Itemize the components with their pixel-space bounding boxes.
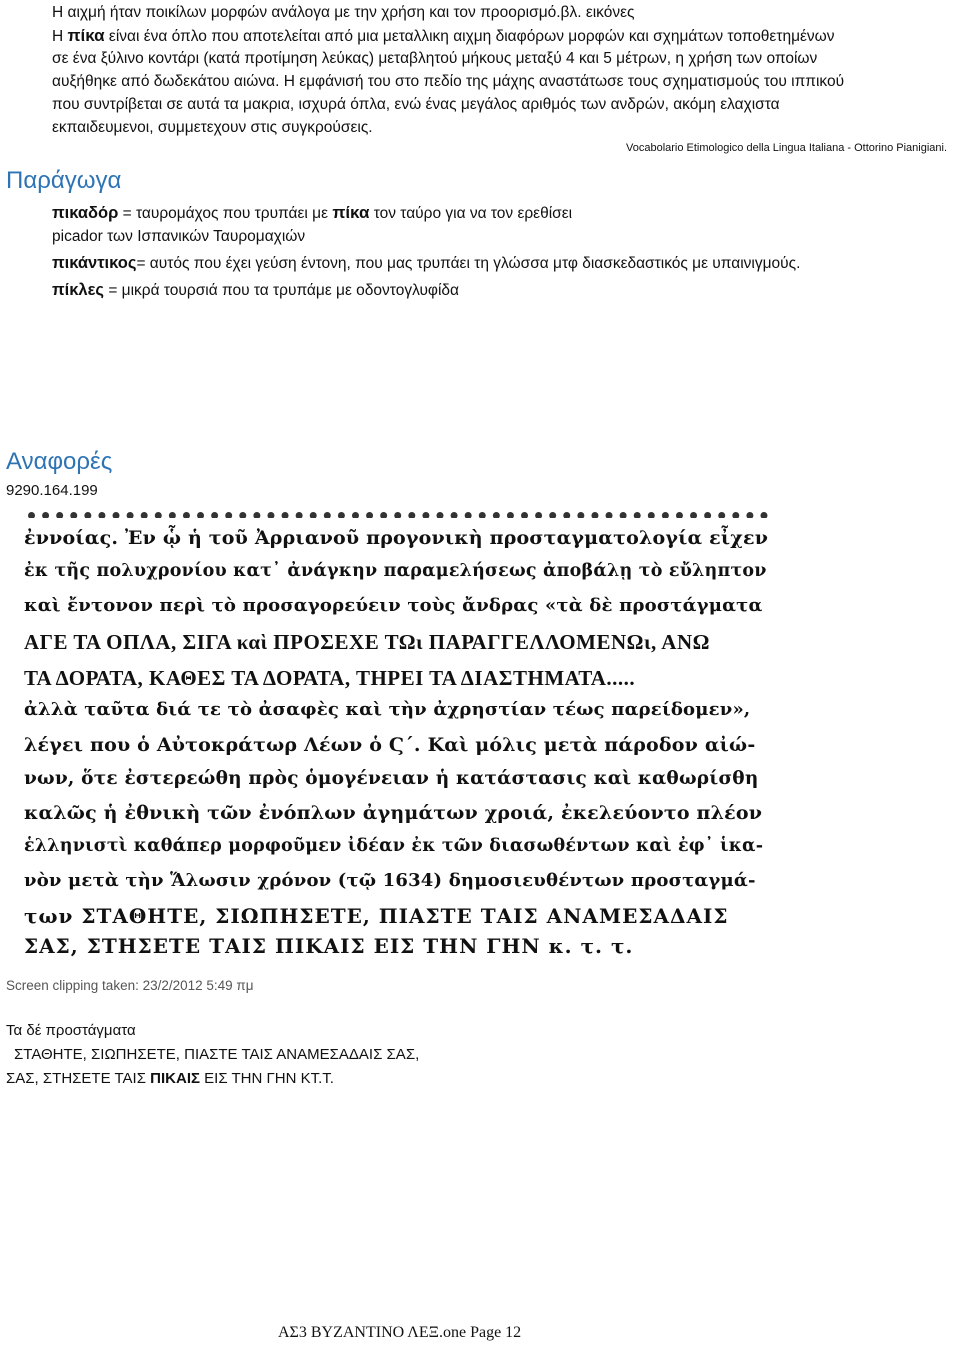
scan-line: ἐκ τῆς πολυχρονίου κατ᾽ ἀνάγκην παραμελήσεως ἀποβάλῃ τὸ εὔληπτον bbox=[24, 561, 767, 581]
derivatives-heading: Παράγωγα bbox=[6, 167, 122, 194]
commands-intro: Τα δέ προστάγματα bbox=[6, 1022, 136, 1039]
commands-line-3 bbox=[6, 1070, 334, 1087]
scan-line: καὶ ἔντονον περὶ τὸ προσαγορεύειν τοὺς ἄνδρας «τὰ δὲ προστάγματα bbox=[24, 595, 763, 616]
scan-line: ἀλλὰ ταῦτα διά τε τὸ ἀσαφὲς καὶ τὴν ἀχρηστίαν τέως παρείδομεν», bbox=[24, 699, 751, 720]
scan-line: ἐννοίας. Ἐν ᾧ ἡ τοῦ Ἀρριανοῦ προγονικὴ προσταγματολογία εἶχεν bbox=[24, 527, 769, 549]
screen-clipping-note: Screen clipping taken: 23/2/2012 5:49 πμ bbox=[6, 978, 254, 993]
commands-text: ΕΙΣ ΤΗΝ ΓΗΝ ΚΤ.Τ. bbox=[200, 1070, 334, 1087]
scan-line: ΑΓΕ ΤΑ ΟΠΛΑ, ΣΙΓΑ καὶ ΠΡΟΣΕΧΕ ΤΩι ΠΑΡΑΓΓΕΛΛΟΜΕΝΩι, ΑΝΩ bbox=[24, 630, 710, 654]
source-citation: Vocabolario Etimologico della Lingua Italiana - Ottorino Pianigiani. bbox=[626, 142, 948, 154]
scan-line: των ΣΤΑΘΗΤΕ, ΣΙΩΠΗΣΕΤΕ, ΠΙΑΣΤΕ ΤΑΙΣ ΑΝΑΜΕΣΑΔΑΙΣ bbox=[24, 904, 729, 928]
scanned-page-excerpt bbox=[24, 506, 784, 956]
scan-line: ΣΑΣ, ΣΤΗΣΕΤΕ ΤΑΙΣ ΠΙΚΑΙΣ ΕΙΣ ΤΗΝ ΓΗΝ κ. τ. τ. bbox=[24, 934, 634, 958]
pikles-definition: = μικρά τουρσιά που τα τρυπάμε με οδοντογλυφίδα bbox=[104, 282, 460, 299]
intro-line-2 bbox=[52, 25, 835, 48]
intro-line-4: αυξήθηκε από δωδεκάτου αιώνα. Η εμφάνισή του στο πεδίο της μάχης αναστάτωσε τους σχηματισμούς του ιππικού bbox=[52, 73, 845, 90]
intro-text: είναι ένα όπλο που αποτελείται από μια μεταλλικη αιχμη διαφόρων μορφών και σχημάτων τοποθετημένων bbox=[104, 28, 835, 45]
intro-line-6: εκπαιδευμενοι, συμμετεχουν στις συγκρούσεις. bbox=[52, 119, 373, 136]
scan-line: καλῶς ἡ ἐθνικὴ τῶν ἐνόπλων ἀγημάτων χροιά, ἐκελεύοντο πλέον bbox=[24, 802, 763, 824]
scan-line: νὸν μετὰ τὴν Ἅλωσιν χρόνον (τῷ 1634) δημοσιευθέντων προσταγμά- bbox=[24, 870, 756, 891]
pikles-entry bbox=[52, 279, 459, 302]
picador-definition: = ταυρομάχος που τρυπάει με bbox=[118, 205, 333, 222]
picador-term: πικαδόρ bbox=[52, 204, 119, 222]
intro-text: Η bbox=[52, 28, 68, 45]
pikles-term: πίκλες bbox=[52, 281, 105, 299]
pikantikos-definition: = αυτός που έχει γεύση έντονη, που μας τρυπάει τη γλώσσα μτφ διασκεδαστικός με υπαινιγμούς. bbox=[136, 255, 801, 272]
commands-text: ΣΑΣ, ΣΤΗΣΕΤΕ ΤΑΙΣ bbox=[6, 1070, 151, 1087]
page-footer: ΑΣ3 ΒΥΖΑΝΤΙΝΟ ΛΕΞ.one Page 12 bbox=[278, 1324, 522, 1341]
pikantikos-term: πικάντικος bbox=[52, 254, 137, 272]
picador-definition: τον ταύρο για να τον ερεθίσει bbox=[369, 205, 573, 222]
references-heading: Αναφορές bbox=[6, 448, 113, 475]
picador-entry bbox=[52, 202, 572, 225]
scan-line: νων, ὅτε ἐστερεώθη πρὸς ὁμογένειαν ἡ κατάστασις καὶ καθωρίσθη bbox=[24, 768, 759, 789]
scan-line: λέγει που ὁ Αὐτοκράτωρ Λέων ὁ Ϛ΄. Καὶ μόλις μετὰ πάροδον αἰώ- bbox=[24, 734, 756, 756]
commands-line-2: ΣΤΑΘΗΤΕ, ΣΙΩΠΗΣΕΤΕ, ΠΙΑΣΤΕ ΤΑΙΣ ΑΝΑΜΕΣΑΔΑΙΣ ΣΑΣ, bbox=[14, 1046, 420, 1063]
scan-line: ΤΑ ΔΟΡΑΤΑ, ΚΑΘΕΣ ΤΑ ΔΟΡΑΤΑ, ΤΗΡΕΙ ΤΑ ΔΙΑΣΤΗΜΑΤΑ..... bbox=[24, 666, 636, 690]
scan-line: ἑλληνιστὶ καθάπερ μορφοῦμεν ἰδέαν ἐκ τῶν διασωθέντων καὶ ἐφ᾽ ἱκα- bbox=[24, 836, 764, 856]
pikantikos-entry bbox=[52, 252, 800, 275]
intro-line-5: που συντρίβεται σε αυτά τα μακρια, ισχυρά όπλα, ενώ ένας μεγάλος αριθμός των ανδρών, ακόμη ελαχιστα bbox=[52, 96, 780, 113]
intro-line-1: Η αιχμή ήταν ποικίλων μορφών ανάλογα με την χρήση και τον προορισμό.βλ. εικόνες bbox=[52, 4, 635, 21]
picador-line-2: picador των Ισπανικών Ταυρομαχιών bbox=[52, 228, 306, 245]
cut-off-line bbox=[28, 506, 768, 518]
pika-term: πίκα bbox=[67, 26, 105, 45]
pika-term: πίκα bbox=[332, 203, 370, 222]
pikais-term: ΠΙΚΑΙΣ bbox=[150, 1070, 200, 1087]
reference-code: 9290.164.199 bbox=[6, 482, 98, 499]
intro-line-3: σε ένα ξύλινο κοντάρι (κατά προτίμηση λεύκας) μεταβλητού μήκους μεταξύ 4 και 5 μέτρων, η χρήση των οποίων bbox=[52, 50, 818, 67]
